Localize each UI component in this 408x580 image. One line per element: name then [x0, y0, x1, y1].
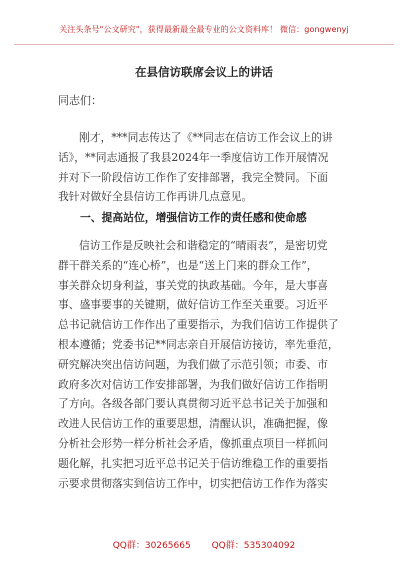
paragraph-line: 并对下一阶段信访工作作了安排部署，我完全赞同。下面: [58, 170, 328, 184]
footer-qq-group-1: QQ群：30265665: [112, 541, 191, 551]
paragraph-line: 分析社会形势一样分析社会矛盾，像抓重点项目一样抓问: [58, 436, 328, 450]
paragraph-line: 改进人民信访工作的重要思想，清醒认识，准确把握，像: [58, 417, 328, 431]
paragraph-line: 信访工作是反映社会和谐稳定的“晴雨表”，是密切党: [79, 239, 328, 252]
paragraph-line: 刚才，***同志传达了《**同志在信访工作会议上的讲: [79, 131, 333, 144]
paragraph-line: 话》，**同志通报了我县2024年一季度信访工作开展情况: [58, 150, 329, 164]
paragraph-line: 事关群众切身利益，事关党的执政基础。今年，是大事喜: [58, 278, 328, 292]
footer-qq-group-2: QQ群：535304092: [211, 541, 296, 551]
paragraph-line: 群干群关系的“连心桥”，也是“送上门来的群众工作”，: [58, 258, 318, 272]
paragraph-line: 事、盛事要事的关键期，做好信访工作至关重要。习近平: [58, 298, 328, 312]
paragraph-line: 根本遵循；党委书记**同志亲自开展信访接访，率先垂范，: [58, 337, 339, 351]
header-banner: 关注头条号"公文研究"，获得最新最全最专业的公文资料库！ 微信：gongwenyj: [59, 25, 349, 34]
section-heading-1: 一、提高站位，增强信访工作的责任感和使命感: [80, 211, 307, 224]
footer-contact: [0, 538, 408, 551]
paragraph-line: 总书记就信访工作作出了重要指示，为我们信访工作提供了: [58, 318, 339, 332]
paragraph-line: 了方向。各级各部门要认真贯彻习近平总书记关于加强和: [58, 397, 328, 411]
paragraph-line: 题化解，扎实把习近平总书记关于信访维稳工作的重要指: [58, 456, 328, 470]
paragraph-intro: [58, 128, 358, 207]
paragraph-section-1: [58, 236, 358, 493]
header-divider: [14, 44, 394, 45]
paragraph-line: 政府多次对信访工作安排部署，为我们做好信访工作指明: [58, 377, 328, 391]
salutation: 同志们：: [58, 94, 102, 107]
paragraph-line: 研究解决突出信访问题，为我们做了示范引领；市委、市: [58, 357, 328, 371]
paragraph-line: 我针对做好全县信访工作再讲几点意见。: [58, 190, 253, 204]
document-title: 在县信访联席会议上的讲话: [135, 65, 273, 79]
paragraph-line: 示要求贯彻落实到信访工作中，切实把信访工作作为落实: [58, 476, 328, 490]
